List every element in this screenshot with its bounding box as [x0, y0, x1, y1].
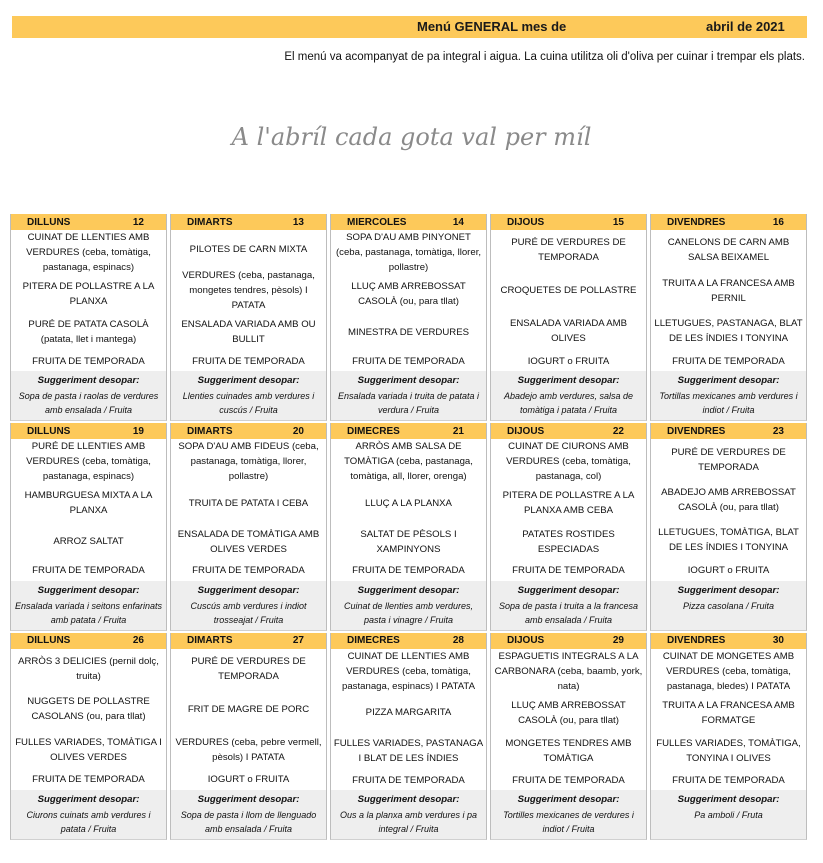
suggestion-text: Ous a la planxa amb verdures i pa integral / Fruita — [339, 810, 478, 834]
day-name: DIMARTS — [187, 216, 233, 228]
day-cell — [490, 423, 647, 630]
dinner-suggestion — [651, 790, 806, 839]
dish-item: SALTAT DE PÈSOLS I XAMPINYONS — [360, 528, 457, 555]
day-header — [11, 423, 166, 439]
suggestion-text: Tortillas mexicanes amb verdures i indiot / Fruita — [659, 391, 798, 416]
suggestion-text: Pizza casolana / Fruita — [682, 600, 775, 611]
dish-item: MONGETES TENDRES AMB TOMÀTIGA — [505, 737, 632, 764]
dish-item: PURÉ DE VERDURES DE TEMPORADA — [191, 655, 306, 682]
suggestion-label: Suggeriment desopar: — [677, 584, 780, 596]
day-number: 29 — [612, 635, 624, 647]
dish-item: FRIT DE MAGRE DE PORC — [187, 703, 310, 715]
dish-item: ENSALADA VARIADA AMB OLIVES — [509, 318, 628, 345]
suggestion-label: Suggeriment desopar: — [357, 375, 460, 387]
dinner-suggestion — [331, 371, 486, 420]
dish-item: CUINAT DE LLENTIES AMB VERDURES (ceba, tomàtiga, pastanaga, espinacs) I PATATA — [342, 650, 475, 692]
suggestion-label: Suggeriment desopar: — [37, 584, 140, 596]
day-header — [651, 214, 806, 230]
menu-title: Menú GENERAL mes de — [417, 19, 567, 34]
day-number: 20 — [292, 425, 304, 437]
suggestion-label: Suggeriment desopar: — [517, 794, 620, 805]
day-header — [171, 423, 326, 439]
menu-grid — [10, 214, 807, 840]
day-name: DIJOUS — [507, 216, 545, 228]
day-cell — [10, 214, 167, 421]
dish-item: VERDURES (ceba, pastanaga, mongetes tendres, pèsols) I PATATA — [182, 270, 315, 312]
dessert-item: IOGURT o FRUITA — [527, 355, 610, 367]
suggestion-text: Cuinat de llenties amb verdures, pasta i vinagre / Fruita — [343, 600, 474, 625]
dessert-item: FRUITA DE TEMPORADA — [192, 565, 305, 577]
day-header — [331, 423, 486, 439]
dessert-item: FRUITA DE TEMPORADA — [32, 355, 145, 367]
dish-item: PITERA DE POLLASTRE A LA PLANXA AMB CEBA — [502, 490, 635, 517]
day-header — [651, 423, 806, 439]
motto: A l'abríl cada gota val per míl — [231, 123, 592, 151]
day-number: 22 — [612, 425, 624, 437]
day-number: 27 — [292, 635, 304, 647]
day-name: DIVENDRES — [667, 635, 726, 647]
suggestion-label: Suggeriment desopar: — [197, 793, 300, 805]
dish-item: TRUITA A LA FRANCESA AMB FORMATGE — [662, 699, 795, 726]
suggestion-text: Abadejo amb verdures, salsa de tomàtiga i patata / Fruita — [503, 391, 634, 416]
dessert-item: FRUITA DE TEMPORADA — [352, 355, 465, 367]
suggestion-label: Suggeriment desopar: — [677, 375, 780, 387]
day-cell — [650, 214, 807, 421]
menu-date: abril de 2021 — [706, 19, 785, 34]
day-header — [491, 423, 646, 439]
dessert-item: FRUITA DE TEMPORADA — [192, 355, 305, 367]
title-bar — [12, 16, 807, 38]
dish-item: PURÉ DE VERDURES DE TEMPORADA — [511, 237, 626, 264]
day-name: DIMECRES — [347, 635, 400, 647]
dish-item: ESPAGUETIS INTEGRALS A LA CARBONARA (ceba, baamb, york, nata) — [494, 650, 643, 692]
suggestion-label: Suggeriment desopar: — [677, 794, 780, 805]
suggestion-text: Sopa de pasta i truita a la francesa amb ensalada / Fruita — [498, 600, 639, 625]
day-header — [171, 633, 326, 649]
dinner-suggestion — [331, 790, 486, 839]
dessert-item: FRUITA DE TEMPORADA — [512, 774, 625, 786]
dinner-suggestion — [491, 790, 646, 839]
dish-item: PURÉ DE LLENTIES AMB VERDURES (ceba, tomàtiga, pastanaga, espinacs) — [26, 441, 151, 483]
day-number: 30 — [772, 635, 784, 647]
day-name: DILLUNS — [27, 216, 71, 228]
dish-item: SOPA D'AU AMB PINYONET (ceba, pastanaga, tomàtiga, llorer, pollastre) — [335, 232, 482, 273]
dish-item: CROQUETES DE POLLASTRE — [500, 285, 637, 297]
day-cell — [170, 633, 327, 840]
dinner-suggestion — [11, 581, 166, 630]
day-header — [11, 214, 166, 230]
suggestion-label: Suggeriment desopar: — [37, 375, 140, 387]
day-name: DIVENDRES — [667, 216, 726, 228]
suggestion-label: Suggeriment desopar: — [197, 584, 300, 596]
day-cell — [170, 214, 327, 421]
dessert-item: FRUITA DE TEMPORADA — [512, 565, 625, 577]
dish-item: VERDURES (ceba, pebre vermell, pèsols) I PATATA — [175, 736, 322, 763]
day-header — [491, 214, 646, 230]
dinner-suggestion — [651, 581, 806, 630]
dish-item: HAMBURGUESA MIXTA A LA PLANXA — [24, 490, 153, 517]
day-cell — [170, 423, 327, 630]
day-cell — [10, 423, 167, 630]
dinner-suggestion — [331, 581, 486, 630]
suggestion-text: Cuscús amb verdures i indiot trosseajat / Fruita — [190, 600, 307, 625]
dish-item: TRUITA A LA FRANCESA AMB PERNIL — [662, 277, 795, 304]
day-header — [331, 633, 486, 649]
dish-item: SOPA D'AU AMB FIDEUS (ceba, pastanaga, tomàtiga, llorer, pollastre) — [178, 441, 319, 483]
dish-item: LLUÇ AMB ARREBOSSAT CASOLÀ (ou, para tllat) — [351, 281, 466, 308]
dish-item: FULLES VARIADES, TOMÀTIGA I OLIVES VERDES — [15, 736, 162, 763]
dish-item: ENSALADA DE TOMÀTIGA AMB OLIVES VERDES — [177, 528, 320, 555]
dinner-suggestion — [491, 371, 646, 420]
dish-item: CUINAT DE MONGETES AMB VERDURES (ceba, tomàtiga, pastanaga, bledes) I PATATA — [662, 650, 795, 692]
day-header — [331, 214, 486, 230]
suggestion-text: Sopa de pasta i raolas de verdures amb ensalada / Fruita — [18, 391, 159, 416]
day-name: DIJOUS — [507, 635, 545, 647]
dinner-suggestion — [171, 371, 326, 420]
dish-item: LLETUGUES, TOMÀTIGA, BLAT DE LES ÍNDIES I TONYINA — [658, 527, 799, 554]
day-cell — [10, 633, 167, 840]
dinner-suggestion — [491, 581, 646, 630]
day-name: DIVENDRES — [667, 425, 726, 437]
dish-item: NUGGETS DE POLLASTRE CASOLANS (ou, para tllat) — [27, 696, 150, 723]
dish-item: LLETUGUES, PASTANAGA, BLAT DE LES ÍNDIES I TONYINA — [654, 318, 803, 345]
dish-item: FULLES VARIADES, TOMÀTIGA, TONYINA I OLIVES — [656, 737, 801, 764]
suggestion-label: Suggeriment desopar: — [517, 375, 620, 387]
dish-item: ARRÒS AMB SALSA DE TOMÀTIGA (ceba, pastanaga, tomàtiga, all, llorer, orenga) — [344, 441, 473, 483]
suggestion-text: Sopa de pasta i llom de llenguado amb ensalada / Fruita — [180, 809, 317, 834]
dish-item: ENSALADA VARIADA AMB OU BULLIT — [181, 319, 316, 346]
suggestion-label: Suggeriment desopar: — [357, 584, 460, 596]
dinner-suggestion — [171, 790, 326, 839]
day-number: 23 — [772, 425, 784, 437]
dish-item: PATATES ROSTIDES ESPECIADAS — [522, 528, 615, 555]
day-name: MIERCOLES — [347, 216, 407, 228]
suggestion-text: Llenties cuinades amb verdures i cuscús / Fruita — [182, 391, 315, 416]
day-cell — [650, 423, 807, 630]
dish-item: PILOTES DE CARN MIXTA — [189, 243, 308, 255]
dish-item: ABADEJO AMB ARREBOSSAT CASOLÀ (ou, para tllat) — [661, 486, 796, 513]
suggestion-label: Suggeriment desopar: — [197, 375, 300, 387]
intro-text: El menú va acompanyat de pa integral i aigua. La cuina utilitza oli d'oliva per cuinar i trempar els plats. — [284, 51, 805, 63]
dessert-item: FRUITA DE TEMPORADA — [352, 774, 465, 786]
dish-item: CUINAT DE CIURONS AMB VERDURES (ceba, tomàtiga, pastanaga, col) — [506, 441, 631, 483]
day-cell — [330, 633, 487, 840]
dinner-suggestion — [11, 371, 166, 420]
dish-item: ARRÒS 3 DELICIES (pernil dolç, truita) — [18, 655, 159, 682]
day-number: 12 — [132, 216, 144, 228]
day-header — [171, 214, 326, 230]
suggestion-text: Tortilles mexicanes de verdures i indiot / Fruita — [503, 810, 634, 834]
day-cell — [490, 633, 647, 840]
day-number: 21 — [452, 425, 464, 437]
suggestion-label: Suggeriment desopar: — [357, 794, 460, 805]
dish-item: CANELONS DE CARN AMB SALSA BEIXAMEL — [667, 237, 790, 264]
dinner-suggestion — [171, 581, 326, 630]
suggestion-text: Ensalada variada i truita de patata i verdura / Fruita — [337, 391, 480, 416]
day-name: DIJOUS — [507, 425, 545, 437]
dish-item: FULLES VARIADES, PASTANAGA I BLAT DE LES ÍNDIES — [333, 737, 484, 764]
suggestion-text: Ensalada variada i seitons enfarinats amb patata / Fruita — [14, 600, 163, 625]
day-number: 15 — [612, 216, 624, 228]
dish-item: MINESTRA DE VERDURES — [347, 326, 469, 338]
day-name: DIMARTS — [187, 425, 233, 437]
day-cell — [490, 214, 647, 421]
dish-item: TRUITA DE PATATA I CEBA — [188, 497, 309, 509]
dish-item: LLUÇ AMB ARREBOSSAT CASOLÀ (ou, para tllat) — [511, 699, 626, 726]
day-cell — [330, 214, 487, 421]
day-cell — [330, 423, 487, 630]
day-number: 26 — [132, 635, 144, 647]
day-cell — [650, 633, 807, 840]
dish-item: ARROZ SALTAT — [53, 536, 124, 548]
day-number: 16 — [772, 216, 784, 228]
day-header — [11, 633, 166, 649]
suggestion-text: Ciurons cuinats amb verdures i patata / Fruita — [26, 809, 151, 834]
dessert-item: FRUITA DE TEMPORADA — [352, 565, 465, 577]
dish-item: PITERA DE POLLASTRE A LA PLANXA — [22, 281, 155, 308]
day-number: 13 — [292, 216, 304, 228]
dish-item: PURÉ DE PATATA CASOLÀ (patata, llet i mantega) — [28, 319, 149, 346]
dish-item: PURÉ DE VERDURES DE TEMPORADA — [671, 446, 786, 473]
dessert-item: IOGURT o FRUITA — [687, 565, 770, 577]
suggestion-label: Suggeriment desopar: — [37, 793, 140, 805]
day-name: DILLUNS — [27, 635, 71, 647]
dinner-suggestion — [651, 371, 806, 420]
day-number: 28 — [452, 635, 464, 647]
dish-item: LLUÇ A LA PLANXA — [365, 497, 452, 509]
day-name: DIMARTS — [187, 635, 233, 647]
day-name: DIMECRES — [347, 425, 400, 437]
day-name: DILLUNS — [27, 425, 71, 437]
suggestion-text: Pa amboli / Fruta — [694, 810, 763, 820]
dinner-suggestion — [11, 790, 166, 839]
dish-item: CUINAT DE LLENTIES AMB VERDURES (ceba, tomàtiga, pastanaga, espinacs) — [26, 232, 151, 273]
dessert-item: FRUITA DE TEMPORADA — [672, 355, 785, 367]
suggestion-label: Suggeriment desopar: — [517, 584, 620, 596]
dessert-item: FRUITA DE TEMPORADA — [32, 565, 145, 577]
day-header — [491, 633, 646, 649]
dessert-item: FRUITA DE TEMPORADA — [672, 774, 785, 786]
dessert-item: FRUITA DE TEMPORADA — [32, 774, 145, 786]
dish-item: PIZZA MARGARITA — [365, 707, 452, 719]
day-number: 14 — [452, 216, 464, 228]
day-number: 19 — [132, 425, 144, 437]
dessert-item: IOGURT o FRUITA — [207, 774, 290, 786]
day-header — [651, 633, 806, 649]
